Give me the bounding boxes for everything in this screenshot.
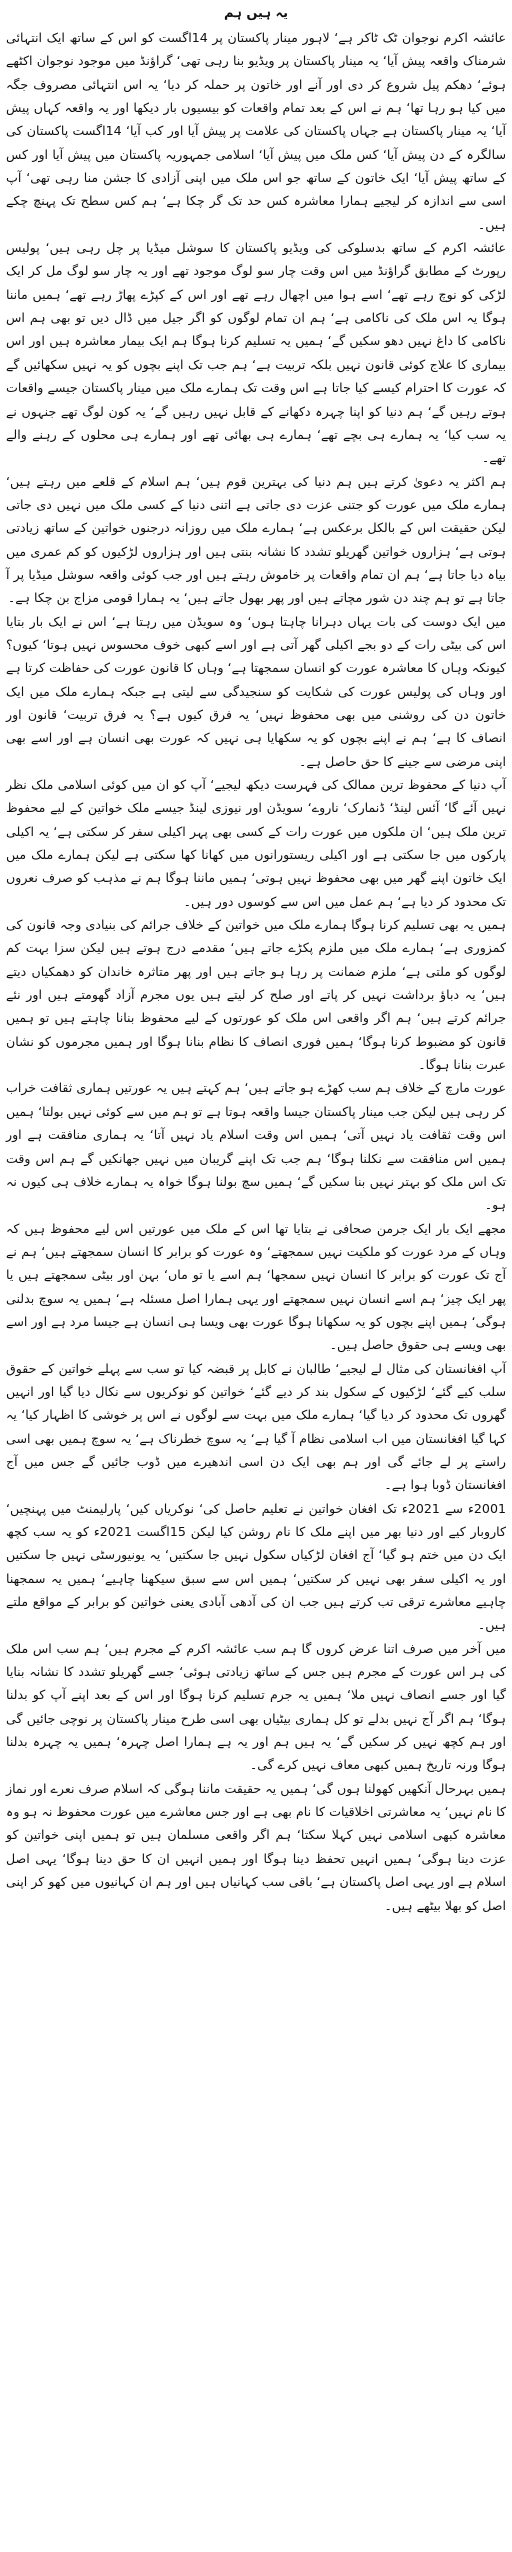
- article-body: [6, 26, 506, 1917]
- paragraph-2: عائشہ اکرم کے ساتھ بدسلوکی کی ویڈیو پاکستان کا سوشل میڈیا پر چل رہی ہیں‘ پولیس رپورٹ کے مطابق گراؤنڈ میں اس وقت چار سو لوگ موجود تھے اور یہ چار سو لوگ مل کر ایک لڑکی کو نوچ رہے تھے‘ اسے ہوا میں اچھال رہے تھے اور اس کے کپڑے پھاڑ رہے تھے‘ ہمیں ماننا ہوگا یہ اس ملک کی ناکامی ہے‘ ہم ان تمام لوگوں کو اگر جیل میں ڈال دیں تو بھی ہم اس ناکامی کا داغ نہیں دھو سکیں گے‘ ہمیں یہ تسلیم کرنا ہوگا ہم ایک بیمار معاشرہ ہیں اور اس بیماری کا علاج کوئی قانون نہیں بلکہ تربیت ہے‘ ہم جب تک اپنے بچوں کو یہ نہیں سکھائیں گے کہ عورت کا احترام کیسے کیا جاتا ہے اس وقت تک ہمارے ملک میں مینار پاکستان جیسے واقعات ہوتے رہیں گے‘ ہم دنیا کو اپنا چہرہ دکھانے کے قابل نہیں رہیں گے‘ یہ کون لوگ تھے جنہوں نے یہ سب کیا‘ یہ ہمارے ہی بچے تھے‘ ہمارے ہی بھائی تھے اور ہمارے ہی محلوں کے رہنے والے تھے۔: [6, 240, 506, 466]
- paragraph-11: میں آخر میں صرف اتنا عرض کروں گا ہم سب عائشہ اکرم کے مجرم ہیں‘ ہم سب اس ملک کی ہر اس عورت کے مجرم ہیں جس کے ساتھ زیادتی ہوئی‘ جسے گھریلو تشدد کا نشانہ بنایا گیا اور جسے انصاف نہیں ملا‘ ہمیں یہ جرم تسلیم کرنا ہوگا اور اس کے بعد اپنے آپ کو بدلنا ہوگا‘ ہم اگر آج نہیں بدلے تو کل ہماری بیٹیاں بھی اسی طرح مینار پاکستان پر نوچی جائیں گی اور ہم کچھ نہیں کر سکیں گے‘ یہ ہیں ہم اور یہ ہے ہمارا اصل چہرہ‘ ہمیں یہ چہرہ بدلنا ہوگا ورنہ تاریخ ہمیں کبھی معاف نہیں کرے گی۔: [6, 1640, 506, 1773]
- paragraph-8: مجھے ایک بار ایک جرمن صحافی نے بتایا تھا اس کے ملک میں عورتیں اس لیے محفوظ ہیں کہ وہاں کے مرد عورت کو ملکیت نہیں سمجھتے‘ وہ عورت کو برابر کا انسان سمجھتے ہیں‘ ہم نے آج تک عورت کو برابر کا انسان نہیں سمجھا‘ ہم اسے یا تو ماں‘ بہن اور بیٹی سمجھتے ہیں یا پھر ایک چیز‘ ہم اسے انسان نہیں سمجھتے اور یہی ہمارا اصل مسئلہ ہے‘ ہمیں یہ سوچ بدلنی ہوگی‘ ہمیں اپنے بچوں کو یہ سکھانا ہوگا عورت بھی ویسا ہی انسان ہے جیسا مرد ہے اور اسے بھی ویسے ہی حقوق حاصل ہیں۔: [6, 1220, 506, 1353]
- paragraph-9: آپ افغانستان کی مثال لے لیجیے‘ طالبان نے کابل پر قبضہ کیا تو سب سے پہلے خواتین کے حقوق سلب کیے گئے‘ لڑکیوں کے سکول بند کر دیے گئے‘ خواتین کو نوکریوں سے نکال دیا گیا اور انہیں گھروں تک محدود کر دیا گیا‘ ہمارے ملک میں بہت سے لوگوں نے اس پر خوشی کا اظہار کیا‘ یہ کہا گیا افغانستان میں اب اسلامی نظام آ گیا ہے‘ یہ سوچ خطرناک ہے‘ یہ سوچ ہمیں بھی اسی راستے پر لے جائے گی اور ہم بھی ایک دن اسی اندھیرے میں ڈوب جائیں گے جس میں آج افغانستان ڈوبا ہوا ہے۔: [6, 1360, 506, 1493]
- paragraph-10: 2001ء سے 2021ء تک افغان خواتین نے تعلیم حاصل کی‘ نوکریاں کیں‘ پارلیمنٹ میں پہنچیں‘ کاروبار کیے اور دنیا بھر میں اپنے ملک کا نام روشن کیا لیکن 15اگست 2021ء کو یہ سب کچھ ایک دن میں ختم ہو گیا‘ آج افغان لڑکیاں سکول نہیں جا سکتیں‘ یہ یونیورسٹی نہیں جا سکتیں اور یہ اکیلی سفر بھی نہیں کر سکتیں‘ ہمیں اس سے سبق سیکھنا چاہیے‘ ہمیں یہ سمجھنا چاہیے معاشرے ترقی تب کرتے ہیں جب ان کی آدھی آبادی یعنی خواتین کو برابر کے مواقع ملتے ہیں۔: [6, 1500, 506, 1633]
- article-title: یہ ہیں ہم: [224, 6, 288, 21]
- paragraph-3: ہم اکثر یہ دعویٰ کرتے ہیں ہم دنیا کی بہترین قوم ہیں‘ ہم اسلام کے قلعے میں رہتے ہیں‘ ہمارے ملک میں عورت کو جتنی عزت دی جاتی ہے اتنی دنیا کے کسی ملک میں نہیں دی جاتی لیکن حقیقت اس کے بالکل برعکس ہے‘ ہمارے ملک میں روزانہ درجنوں خواتین کے ساتھ زیادتی ہوتی ہے‘ ہزاروں خواتین گھریلو تشدد کا نشانہ بنتی ہیں اور ہزاروں لڑکیوں کو کم عمری میں بیاہ دیا جاتا ہے‘ ہم ان تمام واقعات پر خاموش رہتے ہیں اور جب کوئی واقعہ سوشل میڈیا پر آ جاتا ہے تو ہم چند دن شور مچاتے ہیں اور پھر بھول جاتے ہیں‘ یہ ہمارا قومی مزاج بن چکا ہے۔: [6, 473, 506, 606]
- paragraph-12: ہمیں بہرحال آنکھیں کھولنا ہوں گی‘ ہمیں یہ حقیقت ماننا ہوگی کہ اسلام صرف نعرے اور نماز کا نام نہیں‘ یہ معاشرتی اخلاقیات کا نام بھی ہے اور جس معاشرے میں عورت محفوظ نہ ہو وہ معاشرہ کبھی اسلامی نہیں کہلا سکتا‘ ہم اگر واقعی مسلمان ہیں تو ہمیں اپنی خواتین کو عزت دینا ہوگی‘ ہمیں انہیں تحفظ دینا ہوگا اور ہمیں انہیں ان کا حق دینا ہوگا‘ یہی اصل اسلام ہے اور یہی اصل پاکستان ہے‘ باقی سب کہانیاں ہیں اور ہم ان کہانیوں میں کھو کر اپنی اصل کو بھلا بیٹھے ہیں۔: [6, 1780, 506, 1913]
- paragraph-4: میں ایک دوست کی بات یہاں دہرانا چاہتا ہوں‘ وہ سویڈن میں رہتا ہے‘ اس نے ایک بار بتایا اس کی بیٹی رات کے دو بجے اکیلی گھر آتی ہے اور اسے کبھی خوف محسوس نہیں ہوتا‘ کیوں؟ کیونکہ وہاں کا معاشرہ عورت کو انسان سمجھتا ہے‘ وہاں کا قانون عورت کی حفاظت کرتا ہے اور وہاں کی پولیس عورت کی شکایت کو سنجیدگی سے لیتی ہے جبکہ ہمارے ملک میں ایک خاتون دن کی روشنی میں بھی محفوظ نہیں‘ یہ فرق کیوں ہے؟ یہ فرق تربیت‘ قانون اور انصاف کا ہے‘ ہم نے اپنے بچوں کو یہ سکھایا ہی نہیں کہ عورت بھی انسان ہے اور اسے بھی اپنی مرضی سے جینے کا حق حاصل ہے۔: [6, 613, 506, 769]
- paragraph-5: آپ دنیا کے محفوظ ترین ممالک کی فہرست دیکھ لیجیے‘ آپ کو ان میں کوئی اسلامی ملک نظر نہیں آئے گا‘ آئس لینڈ‘ ڈنمارک‘ ناروے‘ سویڈن اور نیوزی لینڈ جیسے ملک خواتین کے لیے محفوظ ترین ملک ہیں‘ ان ملکوں میں عورت رات کے کسی بھی پہر اکیلی سفر کر سکتی ہے‘ یہ اکیلی پارکوں میں جا سکتی ہے اور اکیلی ریستورانوں میں کھانا کھا سکتی ہے لیکن ہمارے ملک میں ایک خاتون اپنے گھر میں بھی محفوظ نہیں ہوتی‘ ہمیں ماننا ہوگا ہم نے مذہب کو صرف نعروں تک محدود کر دیا ہے‘ ہم عمل میں اس سے کوسوں دور ہیں۔: [6, 777, 506, 909]
- paragraph-6: ہمیں یہ بھی تسلیم کرنا ہوگا ہمارے ملک میں خواتین کے خلاف جرائم کی بنیادی وجہ قانون کی کمزوری ہے‘ ہمارے ملک میں ملزم پکڑے جاتے ہیں‘ مقدمے درج ہوتے ہیں لیکن سزا بہت کم لوگوں کو ملتی ہے‘ ملزم ضمانت پر رہا ہو جاتے ہیں اور پھر متاثرہ خاندان کو دھمکیاں دیتے ہیں‘ یہ دباؤ برداشت نہیں کر پاتے اور صلح کر لیتے ہیں یوں مجرم آزاد گھومتے ہیں اور نئے جرائم کرتے ہیں‘ ہم اگر واقعی اس ملک کو عورتوں کے لیے محفوظ بنانا چاہتے ہیں تو ہمیں قانون کو مضبوط کرنا ہوگا‘ ہمیں فوری انصاف کا نظام بنانا ہوگا اور ہمیں مجرموں کو نشان عبرت بنانا ہوگا۔: [6, 917, 506, 1073]
- paragraph-7: عورت مارچ کے خلاف ہم سب کھڑے ہو جاتے ہیں‘ ہم کہتے ہیں یہ عورتیں ہماری ثقافت خراب کر رہی ہیں لیکن جب مینار پاکستان جیسا واقعہ ہوتا ہے تو ہم میں سے کوئی نہیں بولتا‘ ہمیں اس وقت ثقافت یاد نہیں آتی‘ ہمیں اس وقت اسلام یاد نہیں آتا‘ یہ ہماری منافقت ہے اور ہمیں اس منافقت سے نکلنا ہوگا‘ ہم جب تک اپنے گریبان میں نہیں جھانکیں گے ہم اس وقت تک اس ملک کو بہتر نہیں بنا سکیں گے‘ ہمیں سچ بولنا ہوگا خواہ یہ ہمارے خلاف ہی کیوں نہ ہو۔: [6, 1080, 506, 1213]
- paragraph-1: عائشہ اکرم نوجوان ٹک ٹاکر ہے‘ لاہور مینار پاکستان پر 14اگست کو اس کے ساتھ ایک انتہائی شرمناک واقعہ پیش آیا‘ یہ مینار پاکستان پر ویڈیو بنا رہی تھی‘ گراؤنڈ میں موجود نوجوان اکٹھے ہوئے‘ دھکم پیل شروع کر دی اور آنے اور خاتون پر حملہ کر دیا‘ یہ اس انتہائی مصروف جگہ میں کیا ہو رہا تھا‘ ہم نے اس کے بعد تمام واقعات کو بیسیوں بار دیکھا اور یہ واقعہ کہاں پیش آیا‘ یہ مینار پاکستان ہے جہاں پاکستان کی علامت پر پیش آیا اور کب آیا‘ 14اگست پاکستان کی سالگرہ کے دن پیش آیا‘ کس ملک میں پیش آیا‘ اسلامی جمہوریہ پاکستان میں پیش آیا اور کس کے ساتھ پیش آیا‘ ایک خاتون کے ساتھ جو اس ملک میں اپنی آزادی کا جشن منا رہی تھی‘ آپ اسی سے اندازہ کر لیجیے ہمارا معاشرہ کس حد تک گر چکا ہے‘ ہم کس سطح تک پہنچ چکے ہیں۔: [6, 30, 506, 232]
